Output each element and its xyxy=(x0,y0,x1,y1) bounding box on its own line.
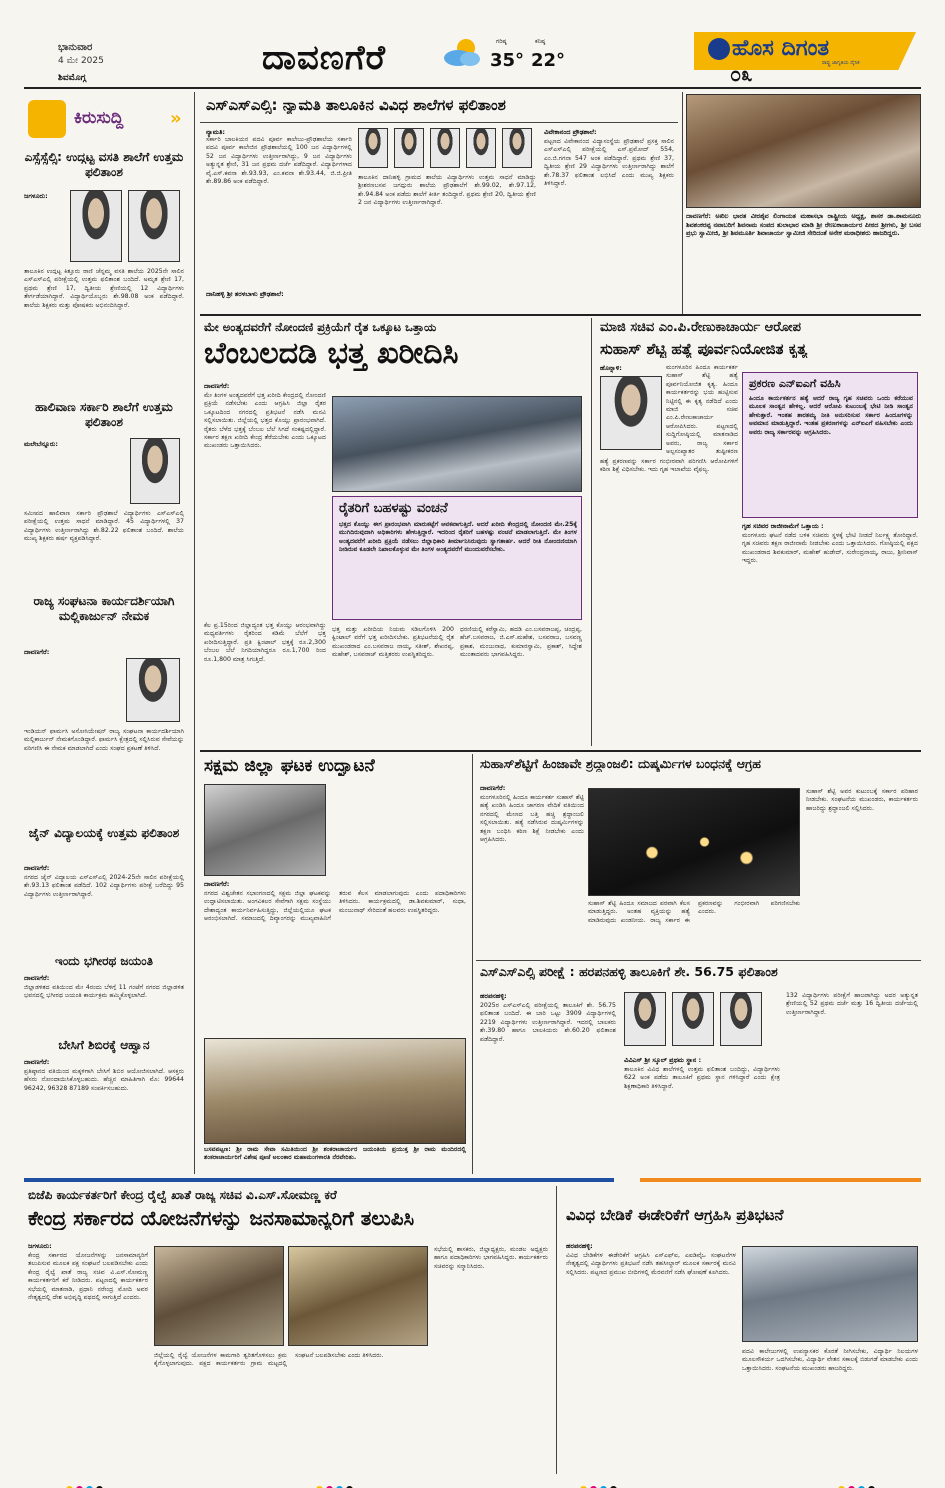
masthead-rule xyxy=(24,87,921,89)
sidebar-item xyxy=(24,1036,184,1172)
article-subhead: ದಾನಿಹಳ್ಳಿ ಶ್ರೀ ತರಳಬಾಳು ಪ್ರೌಢಶಾಲೆ: xyxy=(206,290,284,298)
thumb-icon xyxy=(28,100,66,138)
article-text: ಜಿಲ್ಲೆಯಲ್ಲಿ ರೈಲ್ವೆ ಯೋಜನೆಗಳ ಕಾಮಗಾರಿ ತ್ವರಿತಗೊಳಿಸಲು ಕ್ರಮ ಕೈಗೊಳ್ಳಲಾಗುವುದು. ಪಕ್ಷದ ಕಾರ್ಯಕರ್ತರು ಗ್ರಾಮ ಮಟ್ಟದಲ್ಲಿ ಸಂಘಟನೆ ಬಲಪಡಿಸಬೇಕು ಎಂದು ತಿಳಿಸಿದರು. xyxy=(154,1352,384,1368)
section-rule xyxy=(200,314,921,316)
student-photo xyxy=(430,128,460,168)
article-kicker: ಮಾಜಿ ಸಚಿವ ಎಂ.ಪಿ.ರೇಣುಕಾಚಾರ್ಯ ಆರೋಪ xyxy=(600,320,801,335)
section-rule-thin xyxy=(476,960,921,961)
article-title: ಸಕ್ಷಮ ಜಿಲ್ಲಾ ಘಟಕ ಉದ್ಘಾಟನೆ xyxy=(204,756,375,776)
person-photo xyxy=(126,658,180,722)
sidebar-item-text: ತಾಲೂಕಿನ ಉದ್ಗಟ್ಟ ಕಿತ್ತೂರು ರಾಣಿ ಚೆನ್ನಮ್ಮ ವಸತಿ ಶಾಲೆಯ 2025ನೇ ಸಾಲಿನ ಎಸ್ಎಸ್ಎಲ್ಸಿ ಪರೀಕ್ಷೆಯಲ್ಲಿ ಉತ್ತಮ ಫಲಿತಾಂಶ ಬಂದಿದೆ. ಅಮೃತ ಶ್ರೇಣಿ 17, ಪ್ರಥಮ ಶ್ರೇಣಿ 17, ದ್ವಿತೀಯ ಶ್ರೇಣಿಯಲ್ಲಿ 12 ವಿದ್ಯಾರ್ಥಿಗಳು ತೇರ್ಗಡೆಯಾಗಿದ್ದಾರೆ. ವಿದ್ಯಾರ್ಥಿಯೊಬ್ಬರು ಶೇ.98.08 ಅಂಕ ಪಡೆದಿದ್ದಾರೆ. ಶಾಲೆಯ ಶಿಕ್ಷಕರು ಮತ್ತು ಪೋಷಕರು ಅಭಿನಂದಿಸಿದ್ದಾರೆ. xyxy=(24,268,184,309)
sidebar-item xyxy=(24,824,184,946)
student-photo xyxy=(358,128,388,168)
article-dateline: ಹರಪನಹಳ್ಳಿ: xyxy=(566,1242,593,1250)
article-text: ನಗರದ ವಿಶ್ವಚೇತನ ಸಭಾಂಗಣದಲ್ಲಿ ಸಕ್ಷಮ ಜಿಲ್ಲಾ ಘಟಕವನ್ನು ಉದ್ಘಾಟಿಸಲಾಯಿತು. ಅಂಗವಿಕಲರ ಸೇವೆಗಾಗಿ ಸಕ್ಷಮ ಸಂಸ್ಥೆಯು ದೇಶಾದ್ಯಂತ ಕಾರ್ಯನಿರ್ವಹಿಸುತ್ತಿದ್ದು, ಜಿಲ್ಲೆಯಲ್ಲಿಯೂ ಘಟಕ ಆರಂಭಿಸಲಾಗಿದೆ. ಸಮಾಜದಲ್ಲಿ ದಿವ್ಯಾಂಗರನ್ನು ಮುಖ್ಯವಾಹಿನಿಗೆ ತರುವ ಕೆಲಸ ಮಾಡಲಾಗುವುದು ಎಂದು ಪದಾಧಿಕಾರಿಗಳು ತಿಳಿಸಿದರು. ಕಾರ್ಯಕ್ರಮದಲ್ಲಿ ಡಾ.ಶಿವಕುಮಾರ್, ಸುಧಾ, ಮಂಜುನಾಥ್ ಸೇರಿದಂತೆ ಹಲವರು ಉಪಸ್ಥಿತರಿದ್ದರು. xyxy=(204,890,466,923)
highlight-box xyxy=(332,496,582,620)
article-suhas-tribute xyxy=(476,754,921,960)
column-divider xyxy=(472,754,473,1174)
sidebar-item-dateline: ದಾವಣಗೆರೆ: xyxy=(24,974,50,982)
article-protest xyxy=(562,1186,921,1474)
weather-icon xyxy=(440,36,484,68)
article-text: ಮಂಗಳೂರಿನ ಹಿಂದೂ ಕಾರ್ಯಕರ್ತ ಸುಹಾಸ್ ಶೆಟ್ಟಿ ಹತ್ಯೆ ಪೂರ್ವನಿಯೋಜಿತ ಕೃತ್ಯ. ಹಿಂದೂ ಕಾರ್ಯಕರ್ತರನ್ನು ಭಯ ಹುಟ್ಟಿಸುವ ನಿಟ್ಟಿನಲ್ಲಿ ಈ ಕೃತ್ಯ ನಡೆದಿದೆ ಎಂದು ಮಾಜಿ ಸಚಿವ ಎಂ.ಪಿ.ರೇಣುಕಾಚಾರ್ಯ ಆರೋಪಿಸಿದರು. ಪಟ್ಟಣದಲ್ಲಿ ಸುದ್ದಿಗೋಷ್ಠಿಯಲ್ಲಿ ಮಾತನಾಡಿದ ಅವರು, ರಾಜ್ಯ ಸರ್ಕಾರ ಅಲ್ಪಸಂಖ್ಯಾತರ ತುಷ್ಟೀಕರಣ xyxy=(666,364,738,456)
article-paddy xyxy=(200,318,586,746)
temple-event-photo xyxy=(204,1038,466,1144)
column-divider xyxy=(556,1186,557,1474)
student-photo xyxy=(70,190,122,262)
article-renukacharya xyxy=(596,318,921,746)
section-rule xyxy=(200,750,921,752)
sidebar-item-title: ಹಾಲಿವಾಣ ಸರ್ಕಾರಿ ಶಾಲೆಗೆ ಉತ್ತಮ ಫಲಿತಾಂಶ xyxy=(35,400,173,429)
sidebar-item-dateline: ದಾವಣಗೆರೆ: xyxy=(24,648,50,656)
article-text: ಮಂಗಳೂರು ಘಟನೆ ನಡೆದ ಬಳಿಕ ಸಚಿವರು ಸ್ಥಳಕ್ಕೆ ಭೇಟಿ ನೀಡದೆ ನಿರ್ಲಕ್ಷ್ಯ ತೋರಿದ್ದಾರೆ. ಗೃಹ ಸಚಿವರು ತಕ್ಷಣ ರಾಜೀನಾಮೆ ನೀಡಬೇಕು ಎಂದು ಒತ್ತಾಯಿಸಿದರು. ಗೋಷ್ಠಿಯಲ್ಲಿ ಪಕ್ಷದ ಮುಖಂಡರಾದ ಶಿವಕುಮಾರ್, ಮಹೇಶ್ ಹುಡೇದ್, ಸುರೇಂದ್ರನಾಯ್ಕ, ರಾಜು, ಶ್ರೀನಿವಾಸ್ ಇದ್ದರು. xyxy=(742,532,918,565)
student-protest-photo xyxy=(742,1246,918,1342)
article-temple xyxy=(686,94,921,310)
sidebar-item xyxy=(24,148,184,386)
article-text: ಸರ್ಕಾರಿ ಬಾಲಕಿಯರ ಪದವಿ ಪೂರ್ವ ಕಾಲೇಜು-ಪ್ರೌಢಶಾಲೆಯ ಸರ್ಕಾರಿ ಪದವಿ ಪೂರ್ವ ಕಾಲೇಜಿನ ಪ್ರೌಢಶಾಲೆಯಲ್ಲಿ 100 ಜನ ವಿದ್ಯಾರ್ಥಿಗಳಲ್ಲಿ 52 ಜನ ವಿದ್ಯಾರ್ಥಿಗಳು ಉತ್ತೀರ್ಣರಾಗಿದ್ದು, 9 ಜನ ವಿದ್ಯಾರ್ಥಿಗಳು ಅತ್ಯುನ್ನತ ಶ್ರೇಣಿ, 31 ಜನ ಪ್ರಥಮ ದರ್ಜೆ ಪಡೆದಿದ್ದಾರೆ. ವಿದ್ಯಾರ್ಥಿಗಳಾದ ವೈ.ಎಸ್.ಕವನಾ ಶೇ.93.93, ಎಂ.ಕವನಾ ಶೇ.93.44, ಜಿ.ಜಿ.ಪ್ರೀತಿ ಶೇ.89.86 ಅಂಕ ಪಡೆದಿದ್ದಾರೆ. xyxy=(206,136,352,186)
article-kicker: ಬಿಜೆಪಿ ಕಾರ್ಯಕರ್ತರಿಗೆ ಕೇಂದ್ರ ರೈಲ್ವೆ ಖಾತೆ ರಾಜ್ಯ ಸಚಿವ ವಿ.ಎಸ್.ಸೋಮಣ್ಣ ಕರೆ xyxy=(28,1188,337,1202)
article-text: ಸಭೆಯಲ್ಲಿ ಶಾಸಕರು, ಜಿಲ್ಲಾಧ್ಯಕ್ಷರು, ಮಂಡಲ ಅಧ್ಯಕ್ಷರು ಹಾಗೂ ಪದಾಧಿಕಾರಿಗಳು ಭಾಗವಹಿಸಿದ್ದರು. ಕಾರ್ಯಕರ್ತರು ಸಚಿವರನ್ನು ಸನ್ಮಾನಿಸಿದರು. xyxy=(434,1246,548,1270)
temp-min: 22° xyxy=(531,50,566,71)
article-title: ಎಸ್ಎಸ್ಎಲ್ಸಿ ಪರೀಕ್ಷೆ : ಹರಪನಹಳ್ಳಿ ತಾಲೂಕಿಗೆ ಶೇ. 56.75 ಫಲಿತಾಂಶ xyxy=(480,964,778,979)
article-text: ಧರಣಿಯಲ್ಲಿ ಕರೆಸ್ವಾಮಿ, ಹದಡಿ ಎಂ.ಬಸವರಾಜಪ್ಪ, ಚಂದ್ರಪ್ಪ, ಹೆಚ್.ಬಸವರಾಜ, ಜಿ.ಎಸ್.ಮಹೇಶ, ಬಸವರಾಜ, ಬಸವಣ್ಣ ಪ್ರಕಾಶ, ಮಂಜುನಾಥ, ಕುಮಾರಸ್ವಾಮಿ, ಪ್ರಕಾಶ್, ಸಿದ್ದೇಶ ಮುಂತಾದವರು ಭಾಗವಹಿಸಿದ್ದರು. xyxy=(460,626,582,659)
article-text: ಮೇ ತಿಂಗಳ ಅಂತ್ಯದವರೆಗೆ ಭತ್ತ ಖರೀದಿ ಕೇಂದ್ರದಲ್ಲಿ ನೋಂದಣಿ ಪ್ರಕ್ರಿಯೆ ನಡೆಸಬೇಕು ಎಂದು ಆಗ್ರಹಿಸಿ ಜಿಲ್ಲಾ ರೈತರ ಒಕ್ಕೂಟದಿಂದ ನಗರದಲ್ಲಿ ಪ್ರತಿಭಟನೆ ನಡೆಸಿ ಮನವಿ ಸಲ್ಲಿಸಲಾಯಿತು. ಜಿಲ್ಲೆಯಲ್ಲಿ ಭತ್ತದ ಕೊಯ್ಲು ಪ್ರಾರಂಭವಾಗಿದೆ. ರೈತರು ಬೆಳೆದ ಭತ್ತಕ್ಕೆ ಬೆಂಬಲ ಬೆಲೆ ಸಿಗದೆ ಸಂಕಷ್ಟದಲ್ಲಿದ್ದಾರೆ. ಸರ್ಕಾರ ತಕ್ಷಣ ಖರೀದಿ ಕೇಂದ್ರ ತೆರೆಯಬೇಕು ಎಂದು ಒಕ್ಕೂಟದ ಮುಖಂಡರು ಒತ್ತಾಯಿಸಿದರು. xyxy=(204,392,326,450)
article-dateline: ದಾವಣಗೆರೆ: xyxy=(204,880,230,888)
sidebar-item-dateline: ಮಲೇಬೆನ್ನೂರು: xyxy=(24,440,58,448)
box-title: ರೈತರಿಗೆ ಬಹಳಷ್ಟು ವಂಚನೆ xyxy=(339,501,448,516)
paper-tagline: ರಾಷ್ಟ್ರ ಜಾಗೃತಿಯ ದೈನಿಕ xyxy=(822,60,860,66)
sidebar-item-dateline: ಜಗಳೂರು: xyxy=(24,192,48,200)
article-text: ಭತ್ತ ಮತ್ತು ಖರೀದಿಯ ನಿಯಮ ಸಡಿಲಗೊಳಿಸಿ 200 ಕ್ವಿಂಟಾಲ್ ವರೆಗೆ ಭತ್ತ ಖರೀದಿಸಬೇಕು. ಪ್ರತಿಭಟನೆಯಲ್ಲಿ ರೈತ ಮುಖಂಡರಾದ ಎಂ.ಬಸವರಾಜ ನಾಯ್ಕ, ಸತೀಶ್, ಶೇಖರಪ್ಪ, ಮಹೇಶ್, ಬಸವರಾಜ್ ಮತ್ತಿತರರು ಉಪಸ್ಥಿತರಿದ್ದರು. xyxy=(332,626,454,659)
registration-marks xyxy=(580,1478,620,1488)
article-title: ಕೇಂದ್ರ ಸರ್ಕಾರದ ಯೋಜನೆಗಳನ್ನು ಜನಸಾಮಾನ್ಯರಿಗೆ ತಲುಪಿಸಿ xyxy=(28,1206,415,1230)
article-text: 132 ವಿದ್ಯಾರ್ಥಿಗಳು ಪರೀಕ್ಷೆಗೆ ಹಾಜರಾಗಿದ್ದು ಅದರ ಅತ್ಯುನ್ನತ ಶ್ರೇಣಿಯಲ್ಲಿ 52 ಪ್ರಥಮ ದರ್ಜೆ ಮತ್ತು 16 ದ್ವಿತೀಯ ದರ್ಜೆಯಲ್ಲಿ ಉತ್ತೀರ್ಣರಾಗಿದ್ದಾರೆ. xyxy=(786,992,918,1016)
article-dateline: ನ್ಯಾಮತಿ: xyxy=(206,128,226,136)
article-subhead: ವಿವಿಎಸ್ ಶ್ರೀ ಸ್ಕೂಲ್ ಪ್ರಥಮ ಸ್ಥಾನ : xyxy=(624,1056,702,1064)
box-title: ಪ್ರಕರಣ ಎನ್ಐಎಗೆ ವಹಿಸಿ xyxy=(749,377,841,390)
article-somanna xyxy=(24,1186,550,1474)
article-title: ಸುಹಾಸ್ ಶೆಟ್ಟಿ ಹತ್ಯೆ ಪೂರ್ವನಿಯೋಜಿತ ಕೃತ್ಯ xyxy=(600,340,808,358)
column-divider xyxy=(682,92,683,314)
bottom-rule-blue xyxy=(24,1178,614,1182)
student-photo xyxy=(128,190,180,262)
sidebar-item-text: ಜಿಲ್ಲಾಡಳಿತದ ವತಿಯಿಂದ ಮೇ 4ರಂದು ಬೆಳಿಗ್ಗೆ 11 ಗಂಟೆಗೆ ನಗರದ ಜಿಲ್ಲಾಡಳಿತ ಭವನದಲ್ಲಿ ಭಗೀರಥ ಜಯಂತಿ ಕಾರ್ಯಕ್ರಮ ಹಮ್ಮಿಕೊಳ್ಳಲಾಗಿದೆ. xyxy=(24,984,184,1000)
chevron-right-icon: » xyxy=(170,108,182,129)
paper-name: ಹೊಸ ದಿಗಂತ xyxy=(732,36,830,61)
student-photo xyxy=(624,992,666,1046)
sidebar-item-title: ಎಸ್ಸೆಸ್ಸೆಲ್ಸಿ: ಉದ್ಗಟ್ಟ ವಸತಿ ಶಾಲೆಗೆ ಉತ್ತಮ ಫಲಿತಾಂಶ xyxy=(24,150,184,179)
article-title: ಬೆಂಬಲದಡಿ ಭತ್ತ ಖರೀದಿಸಿ xyxy=(204,336,459,371)
student-photo xyxy=(130,438,180,504)
masthead xyxy=(0,0,945,88)
article-text: ಸುಹಾಸ್ ಶೆಟ್ಟಿ ಅವರ ಕುಟುಂಬಕ್ಕೆ ಸರ್ಕಾರ ಪರಿಹಾರ ನೀಡಬೇಕು. ಸಂಘಟನೆಯ ಮುಖಂಡರು, ಕಾರ್ಯಕರ್ತರು ಹಾಜರಿದ್ದು ಶ್ರದ್ಧಾಂಜಲಿ ಸಲ್ಲಿಸಿದರು. xyxy=(806,788,918,812)
sidebar-item-title: ಇಂದು ಭಗೀರಥ ಜಯಂತಿ xyxy=(55,954,153,968)
bottom-rule-orange xyxy=(640,1178,921,1182)
sidebar-item-text: ನಗರದ ಜೈನ್ ವಿದ್ಯಾಲಯ ಎಸ್ಎಸ್ಎಲ್ಸಿ 2024-25ನೇ ಸಾಲಿನ ಪರೀಕ್ಷೆಯಲ್ಲಿ ಶೇ.93.13 ಫಲಿತಾಂಶ ಪಡೆದಿದೆ. 102 ವಿದ್ಯಾರ್ಥಿಗಳು ಪರೀಕ್ಷೆ ಬರೆದಿದ್ದು 95 ವಿದ್ಯಾರ್ಥಿಗಳು ಉತ್ತೀರ್ಣರಾಗಿದ್ದಾರೆ. xyxy=(24,874,184,898)
registration-marks xyxy=(316,1478,356,1488)
protest-photo xyxy=(332,396,582,492)
page-number: ೦೩ xyxy=(730,62,753,86)
felicitation-photo xyxy=(154,1246,284,1346)
title-rule xyxy=(200,122,678,123)
sidebar-item-title: ರಾಜ್ಯ ಸಂಘಟನಾ ಕಾರ್ಯದರ್ಶಿಯಾಗಿ ಮಲ್ಲಿಕಾರ್ಜುನ್ ನೇಮಕ xyxy=(33,594,175,623)
registration-marks xyxy=(838,1478,878,1488)
photo-caption: ಬಸವಪಟ್ಟಣ: ಶ್ರೀ ರಾಮ ಸೇವಾ ಸಮಿತಿಯಿಂದ ಶ್ರೀ ಶಂಕರಾಚಾರ್ಯರ ಜಯಂತಿಯ ಪ್ರಯುಕ್ತ ಶ್ರೀ ರಾಮ ಮಂದಿರದಲ್ಲಿ ಶಂಕರಾಚಾರ್ಯರಿಗೆ ವಿಶೇಷ ಪೂಜೆ ಅಲಂಕಾರ ಮಹಾಮಂಗಳಾರತಿ ನೆರವೇರಿತು. xyxy=(204,1146,466,1162)
article-dateline: ಹರಪನಹಳ್ಳಿ: xyxy=(480,992,507,1000)
temp-max-label: ಗರಿಷ್ಠ xyxy=(496,38,507,45)
student-photo xyxy=(502,128,532,168)
article-text: ಸುಹಾಸ್ ಶೆಟ್ಟಿ ಹಿಂದೂ ಸಮಾಜದ ಪರವಾಗಿ ಕೆಲಸ ಮಾಡುತ್ತಿದ್ದರು. ಅಂತಹ ವ್ಯಕ್ತಿಯನ್ನು ಹತ್ಯೆ ಮಾಡಿರುವುದು ಖಂಡನೀಯ. ರಾಜ್ಯ ಸರ್ಕಾರ ಈ ಪ್ರಕರಣವನ್ನು ಗಂಭೀರವಾಗಿ ಪರಿಗಣಿಸಬೇಕು ಎಂದರು. xyxy=(588,900,800,924)
article-text: 2025ರ ಎಸ್ಎಸ್ಎಲ್ಸಿ ಪರೀಕ್ಷೆಯಲ್ಲಿ ತಾಲೂಕಿಗೆ ಶೇ. 56.75 ಫಲಿತಾಂಶ ಬಂದಿದೆ. ಈ ಬಾರಿ ಒಟ್ಟು 3909 ವಿದ್ಯಾರ್ಥಿಗಳಲ್ಲಿ 2219 ವಿದ್ಯಾರ್ಥಿಗಳು ಉತ್ತೀರ್ಣರಾಗಿದ್ದಾರೆ. ಇದರಲ್ಲಿ ಬಾಲಕರು ಶೇ.39.80 ಹಾಗೂ ಬಾಲಕಿಯರು ಶೇ.60.20 ಫಲಿತಾಂಶ ಪಡೆದಿದ್ದಾರೆ. xyxy=(480,1002,616,1043)
sidebar-divider xyxy=(194,92,195,1174)
article-text: ಕೆಲ ಪ್ರ.15ರಿಂದ ಜಿಲ್ಲಾದ್ಯಂತ ಭತ್ತ ಕೊಯ್ಲು ಆರಂಭವಾಗಿದ್ದು ಮಧ್ಯವರ್ತಿಗಳು ರೈತರಿಂದ ಕಡಿಮೆ ಬೆಲೆಗೆ ಭತ್ತ ಖರೀದಿಸುತ್ತಿದ್ದಾರೆ. ಪ್ರತಿ ಕ್ವಿಂಟಾಲ್ ಭತ್ತಕ್ಕೆ ರೂ.2,300 ಬೆಂಬಲ ಬೆಲೆ ನಿಗದಿಯಾಗಿದ್ದರೂ ರೂ.1,700 ರಿಂದ ರೂ.1,800 ಮಾತ್ರ ಸಿಗುತ್ತಿದೆ. xyxy=(204,622,326,663)
article-text: ಪಟ್ಟಣದ ವಿವೇಕಾನಂದ ವಿದ್ಯಾಸಂಸ್ಥೆಯ ಪ್ರೌಢಶಾಲೆ ಪ್ರಸಕ್ತ ಸಾಲಿನ ಎಸ್ಎಸ್ಎಲ್ಸಿ ಪರೀಕ್ಷೆಯಲ್ಲಿ ಎಸ್.ಪ್ರಮೋದ್ 554, ಎಂ.ಜಿ.ಗಗನಾ 547 ಅಂಕ ಪಡೆದಿದ್ದಾರೆ. ಪ್ರಥಮ ಶ್ರೇಣಿ 37, ದ್ವಿತೀಯ ಶ್ರೇಣಿ 29 ವಿದ್ಯಾರ್ಥಿಗಳು ಉತ್ತೀರ್ಣರಾಗಿದ್ದು ಶಾಲೆಗೆ ಶೇ.78.37 ಫಲಿತಾಂಶ ಲಭಿಸಿದೆ ಎಂದು ಮುಖ್ಯ ಶಿಕ್ಷಕರು ತಿಳಿಸಿದ್ದಾರೆ. xyxy=(544,138,674,188)
sidebar-item-text: ಸಮೀಪದ ಹಾಲಿವಾಣ ಸರ್ಕಾರಿ ಪ್ರೌಢಶಾಲೆ ವಿದ್ಯಾರ್ಥಿಗಳು ಎಸ್ಎಸ್ಎಲ್ಸಿ ಪರೀಕ್ಷೆಯಲ್ಲಿ ಉತ್ತಮ ಸಾಧನೆ ಮಾಡಿದ್ದಾರೆ. 45 ವಿದ್ಯಾರ್ಥಿಗಳಲ್ಲಿ 37 ವಿದ್ಯಾರ್ಥಿಗಳು ಉತ್ತೀರ್ಣರಾಗಿದ್ದು ಶೇ.82.22 ಫಲಿತಾಂಶ ಬಂದಿದೆ. ಶಾಲೆಯ ಮುಖ್ಯ ಶಿಕ್ಷಕರು ಹರ್ಷ ವ್ಯಕ್ತಪಡಿಸಿದ್ದಾರೆ. xyxy=(24,510,184,543)
sidebar-item xyxy=(24,398,184,584)
sidebar-item-text: ಇಂಡಿಯನ್ ಫಾರ್ಮಸಿ ಅಸೋಸಿಯೇಷನ್ ರಾಜ್ಯ ಸಂಘಟನಾ ಕಾರ್ಯದರ್ಶಿಯಾಗಿ ಮಲ್ಲಿಕಾರ್ಜುನ್ ನೇಮಕಗೊಂಡಿದ್ದಾರೆ. ಫಾರ್ಮಸಿ ಕ್ಷೇತ್ರದಲ್ಲಿ ಸಲ್ಲಿಸಿರುವ ಸೇವೆಯನ್ನು ಪರಿಗಣಿಸಿ ಈ ನೇಮಕ ಮಾಡಲಾಗಿದೆ ಎಂದು ಸಂಘದ ಪ್ರಕಟಣೆ ತಿಳಿಸಿದೆ. xyxy=(24,728,184,752)
edition-title: ದಾವಣಗೆರೆ xyxy=(262,38,386,78)
article-text: ತಾಲೂಕಿನ ದಾನಿಹಳ್ಳಿ ಗ್ರಾಮದ ಶಾಲೆಯ ವಿದ್ಯಾರ್ಥಿಗಳು ಉತ್ತಮ ಸಾಧನೆ ಮಾಡಿದ್ದು ಶ್ರೀಶರಣಬಸವ ಜಗದ್ಗುರು ಶಾಲೆಯ ಪ್ರೌಢಶಾಲೆಗೆ ಶೇ.99.02, ಶೇ.97.12, ಶೇ.94.84 ಅಂಕ ಪಡೆದು ಶಾಲೆಗೆ ಕೀರ್ತಿ ತಂದಿದ್ದಾರೆ. ಪ್ರಥಮ ಶ್ರೇಣಿ 20, ದ್ವಿತೀಯ ಶ್ರೇಣಿ 2 ಜನ ವಿದ್ಯಾರ್ಥಿಗಳು ಉತ್ತೀರ್ಣರಾಗಿದ್ದಾರೆ. xyxy=(358,174,536,207)
sidebar-item-dateline: ದಾವಣಗೆರೆ: xyxy=(24,864,50,872)
article-title: ವಿವಿಧ ಬೇಡಿಕೆ ಈಡೇರಿಕೆಗೆ ಆಗ್ರಹಿಸಿ ಪ್ರತಿಭಟನೆ xyxy=(566,1206,784,1224)
candle-vigil-photo xyxy=(588,788,800,896)
article-nyamati xyxy=(200,94,678,304)
felicitation-photo xyxy=(288,1246,428,1346)
article-sakshama xyxy=(200,754,468,1174)
article-title: ಸುಹಾಸ್‌ಶೆಟ್ಟಿಗೆ ಹಿಂಜಾವೇ ಶ್ರದ್ಧಾಂಜಲಿ: ದುಷ್ಕರ್ಮಿಗಳ ಬಂಧನಕ್ಕೆ ಆಗ್ರಹ xyxy=(480,756,761,771)
article-text: ಪದವಿ ಕಾಲೇಜುಗಳಲ್ಲಿ ಉಪನ್ಯಾಸಕರ ಕೊರತೆ ನೀಗಿಸಬೇಕು, ವಿದ್ಯಾರ್ಥಿ ನಿಲಯಗಳ ಮೂಲಸೌಕರ್ಯ ಒದಗಿಸಬೇಕು, ವಿದ್ಯಾರ್ಥಿ ವೇತನ ಸಕಾಲಕ್ಕೆ ಬಿಡುಗಡೆ ಮಾಡಬೇಕು ಎಂದು ಒತ್ತಾಯಿಸಿದರು. ಸಂಘಟನೆಯ ಮುಖಂಡರು ಹಾಜರಿದ್ದರು. xyxy=(742,1348,918,1372)
temp-min-label: ಕನಿಷ್ಠ xyxy=(535,38,546,45)
box-text: ಭತ್ತದ ಕೊಯ್ಲು ಈಗ ಪ್ರಾರಂಭವಾಗಿ ಮಾರುಕಟ್ಟೆಗೆ ಆವಕವಾಗುತ್ತಿದೆ. ಆದರೆ ಖರೀದಿ ಕೇಂದ್ರದಲ್ಲಿ ನೋಂದಣಿ ಮೇ.25ಕ್ಕೆ ಮುಗಿದಿರುವುದಾಗಿ ಅಧಿಕಾರಿಗಳು ಹೇಳುತ್ತಿದ್ದಾರೆ. ಇದರಿಂದ ರೈತರಿಗೆ ಬಹಳಷ್ಟು ವಂಚನೆ ಮಾಡಲಾಗುತ್ತಿದೆ. ಮೇ ತಿಂಗಳ ಅಂತ್ಯದವರೆಗೆ ಖರೀದಿ ಪ್ರಕ್ರಿಯೆ ನಡೆಸಲು ಜಿಲ್ಲಾಧಿಕಾರಿ ತೀರ್ಮಾನಿಸಿರುವುದು ಸ್ವಾಗತಾರ್ಹ. ಆದರೆ ರೀತಿ ನೋಂದಣಿಯಾಗಿ ನೀಡಿರುವ ಕೂಡಲೇ ನಿಖಾಲಕೊಳ್ಳುವ ಮೇ ತಿಂಗಳ ಅಂತ್ಯದವರೆಗೆ ಮುಂದುವರೆಸಬೇಕು. xyxy=(339,521,577,554)
sidebar-item xyxy=(24,592,184,818)
date-label: 4 ಮೇ 2025 xyxy=(58,56,104,66)
article-subhead: ವಿವೇಕಾನಂದ ಪ್ರೌಢಶಾಲೆ: xyxy=(544,128,597,136)
highlight-box xyxy=(742,372,918,518)
registration-marks xyxy=(66,1478,106,1488)
sidebar-item-text: ಪ್ರತಿಷ್ಠಾನದ ವತಿಯಿಂದ ಮಕ್ಕಳಿಗಾಗಿ ಬೇಸಿಗೆ ಶಿಬಿರ ಆಯೋಜಿಸಲಾಗಿದೆ. ಆಸಕ್ತರು ಹೆಸರು ನೋಂದಾಯಿಸಿಕೊಳ್ಳಬಹುದು. ಹೆಚ್ಚಿನ ಮಾಹಿತಿಗಾಗಿ ಮೊ: 99644 96242, 96328 87189 ಸಂಪರ್ಕಿಸಬಹುದು. xyxy=(24,1068,184,1092)
article-harapanahalli xyxy=(476,962,921,1174)
temp-max: 35° xyxy=(490,50,525,71)
student-photo xyxy=(672,992,714,1046)
article-text: ಕೇಂದ್ರ ಸರ್ಕಾರದ ಯೋಜನೆಗಳನ್ನು ಜನಸಾಮಾನ್ಯರಿಗೆ ತಲುಪಿಸುವ ಮೂಲಕ ಪಕ್ಷ ಸಂಘಟನೆ ಬಲಪಡಿಸಬೇಕು ಎಂದು ಕೇಂದ್ರ ರೈಲ್ವೆ ಖಾತೆ ರಾಜ್ಯ ಸಚಿವ ವಿ.ಎಸ್.ಸೋಮಣ್ಣ ಕಾರ್ಯಕರ್ತರಿಗೆ ಕರೆ ನೀಡಿದರು. ಪಟ್ಟಣದಲ್ಲಿ ಕಾರ್ಯಕರ್ತರ ಸಭೆಯಲ್ಲಿ ಮಾತನಾಡಿ, ಪ್ರಧಾನಿ ನರೇಂದ್ರ ಮೋದಿ ಅವರ ನೇತೃತ್ವದಲ್ಲಿ ದೇಶ ಅಭಿವೃದ್ಧಿ ಪಥದಲ್ಲಿ ಸಾಗುತ್ತಿದೆ ಎಂದರು. xyxy=(28,1252,148,1302)
event-photo xyxy=(204,784,326,876)
sidebar xyxy=(24,92,190,1174)
article-text: ಹತ್ಯೆ ಪ್ರಕರಣವನ್ನು ಸರ್ಕಾರ ಗಂಭೀರವಾಗಿ ಪರಿಗಣಿಸಿ ಆರೋಪಿಗಳಿಗೆ ಕಠಿಣ ಶಿಕ್ಷೆ ವಿಧಿಸಬೇಕು. ಇದು ಗೃಹ ಇಲಾಖೆಯ ವೈಫಲ್ಯ. xyxy=(600,458,738,474)
article-dateline: ದಾವಣಗೆರೆ: xyxy=(204,382,230,390)
sidebar-logo-label: ಕಿರುಸುದ್ದಿ xyxy=(74,108,124,128)
article-subhead: ಗೃಹ ಸಚಿವರ ರಾಜೀನಾಮೆಗೆ ಒತ್ತಾಯ : xyxy=(742,522,824,530)
article-dateline: ಹೊನ್ನಾಳಿ: xyxy=(600,364,622,372)
article-dateline: ದಾವಣಗೆರೆ: xyxy=(480,784,506,792)
paper-emblem-icon xyxy=(708,38,730,60)
column-divider xyxy=(591,318,592,746)
sidebar-item xyxy=(24,952,184,1034)
article-text: ಮಂಗಳೂರಿನಲ್ಲಿ ಹಿಂದೂ ಕಾರ್ಯಕರ್ತ ಸುಹಾಸ್ ಶೆಟ್ಟಿ ಹತ್ಯೆ ಖಂಡಿಸಿ ಹಿಂದೂ ಜಾಗರಣ ವೇದಿಕೆ ವತಿಯಿಂದ ನಗರದಲ್ಲಿ ಮೇಣದ ಬತ್ತಿ ಹಚ್ಚಿ ಶ್ರದ್ಧಾಂಜಲಿ ಸಲ್ಲಿಸಲಾಯಿತು. ಹತ್ಯೆ ನಡೆಸಿರುವ ದುಷ್ಕರ್ಮಿಗಳನ್ನು ತಕ್ಷಣ ಬಂಧಿಸಿ ಕಠಿಣ ಶಿಕ್ಷೆ ನೀಡಬೇಕು ಎಂದು ಆಗ್ರಹಿಸಿದರು. xyxy=(480,794,584,844)
sidebar-logo xyxy=(24,98,184,142)
sidebar-item-title: ಜೈನ್ ವಿದ್ಯಾಲಯಕ್ಕೆ ಉತ್ತಮ ಫಲಿತಾಂಶ xyxy=(28,826,180,840)
day-label: ಭಾನುವಾರ xyxy=(58,42,93,53)
article-dateline: ಜಗಳೂರು: xyxy=(28,1242,52,1250)
article-kicker: ಮೇ ಅಂತ್ಯದವರೆಗೆ ನೋಂದಣಿ ಪ್ರಕ್ರಿಯೆಗೆ ರೈತ ಒಕ್ಕೂಟ ಒತ್ತಾಯ xyxy=(204,320,437,334)
photo-caption: ದಾವಣಗೆರೆ: ಅಖಿಲ ಭಾರತ ವೀರಶೈವ ಲಿಂಗಾಯತ ಮಹಾಸಭಾ ರಾಷ್ಟ್ರೀಯ ಅಧ್ಯಕ್ಷ, ಶಾಸಕ ಡಾ.ಶಾಮನೂರು ಶಿವಶಂಕರಪ್ಪ ನವಾಬರಿಗೆ ಶಿವನಾಮ ಸಂಪದ ತುಲಾಭಾರ ಮಾಡಿ ಶ್ರೀ ರೇಣುಕಾಚಾರ್ಯರ ಪೀಠದ ಶ್ರೀಗಳು, ಶ್ರೀ ಬಸವ ಪ್ರಭು ಸ್ವಾಮೀಜಿ, ಶ್ರೀ ಶಿವಮೂರ್ತಿ ಶಿವಾಚಾರ್ಯ ಸ್ವಾಮೀಜಿ ಸೇರಿದಂತೆ ಅನೇಕ ಮಠಾಧೀಶರು ಹಾಜರಿದ್ದರು. xyxy=(686,212,921,238)
city-label: ಶಿವಮೊಗ್ಗ xyxy=(58,73,86,83)
sidebar-item-title: ಬೇಸಿಗೆ ಶಿಬಿರಕ್ಕೆ ಆಹ್ವಾನ xyxy=(58,1038,150,1052)
student-photo xyxy=(720,992,762,1046)
politician-photo xyxy=(600,376,662,450)
sidebar-item-dateline: ದಾವಣಗೆರೆ: xyxy=(24,1058,50,1066)
box-text: ಹಿಂದೂ ಕಾರ್ಯಕರ್ತನ ಹತ್ಯೆ ಆದರೆ ರಾಜ್ಯ ಗೃಹ ಸಚಿವರು ಒಂದು ಕರೆಯುವ ಮೂಲಕ ಸಾಂತ್ವನ ಹೇಳಿಲ್ಲ. ಆದರೆ ಆರೋಪಿ ಕುಟುಂಬಕ್ಕೆ ಭೇಟಿ ನೀಡಿ ಸಾಂತ್ವನ ಹೇಳುತ್ತಾರೆ. ಇಂತಹ ತಾರತಮ್ಯ ನೀತಿ ಅನುಸರಿಸುವ ಸರ್ಕಾರ ಹಿಂದೂಗಳನ್ನು ಅವಮಾನ ಮಾಡುತ್ತಿದ್ದಾರೆ. ಇಂತಹ ಪ್ರಕರಣಗಳನ್ನು ಎನ್ಐಎಗೆ ವಹಿಸಬೇಕು ಎಂದು ಅವರು ರಾಜ್ಯ ಸರ್ಕಾರವನ್ನು ಆಗ್ರಹಿಸಿದರು. xyxy=(749,395,913,436)
article-text: ತಾಲೂಕಿನ ವಿವಿಧ ಶಾಲೆಗಳಲ್ಲಿ ಉತ್ತಮ ಫಲಿತಾಂಶ ಬಂದಿದ್ದು, ವಿದ್ಯಾರ್ಥಿಗಳು 622 ಅಂಕ ಪಡೆದು ತಾಲೂಕಿಗೆ ಪ್ರಥಮ ಸ್ಥಾನ ಗಳಿಸಿದ್ದಾರೆ ಎಂದು ಕ್ಷೇತ್ರ ಶಿಕ್ಷಣಾಧಿಕಾರಿ ತಿಳಿಸಿದ್ದಾರೆ. xyxy=(624,1066,780,1090)
student-photo xyxy=(466,128,496,168)
article-text: ವಿವಿಧ ಬೇಡಿಕೆಗಳ ಈಡೇರಿಕೆಗೆ ಆಗ್ರಹಿಸಿ ಎಸ್ಎಫ್ಐ, ಎಐಡಿವೈಒ ಸಂಘಟನೆಗಳ ನೇತೃತ್ವದಲ್ಲಿ ವಿದ್ಯಾರ್ಥಿಗಳು ಪ್ರತಿಭಟನೆ ನಡೆಸಿ ತಹಸೀಲ್ದಾರ್ ಮೂಲಕ ಸರ್ಕಾರಕ್ಕೆ ಮನವಿ ಸಲ್ಲಿಸಿದರು. ಪಟ್ಟಣದ ಪ್ರಮುಖ ಬೀದಿಗಳಲ್ಲಿ ಮೆರವಣಿಗೆ ನಡೆಸಿ ಘೋಷಣೆ ಕೂಗಿದರು. xyxy=(566,1252,736,1276)
article-title: ಎಸ್ಎಸ್ಎಲ್ಸಿ: ನ್ಯಾಮತಿ ತಾಲೂಕಿನ ವಿವಿಧ ಶಾಲೆಗಳ ಫಲಿತಾಂಶ xyxy=(206,96,506,114)
student-photo xyxy=(394,128,424,168)
temple-photo xyxy=(686,94,921,208)
